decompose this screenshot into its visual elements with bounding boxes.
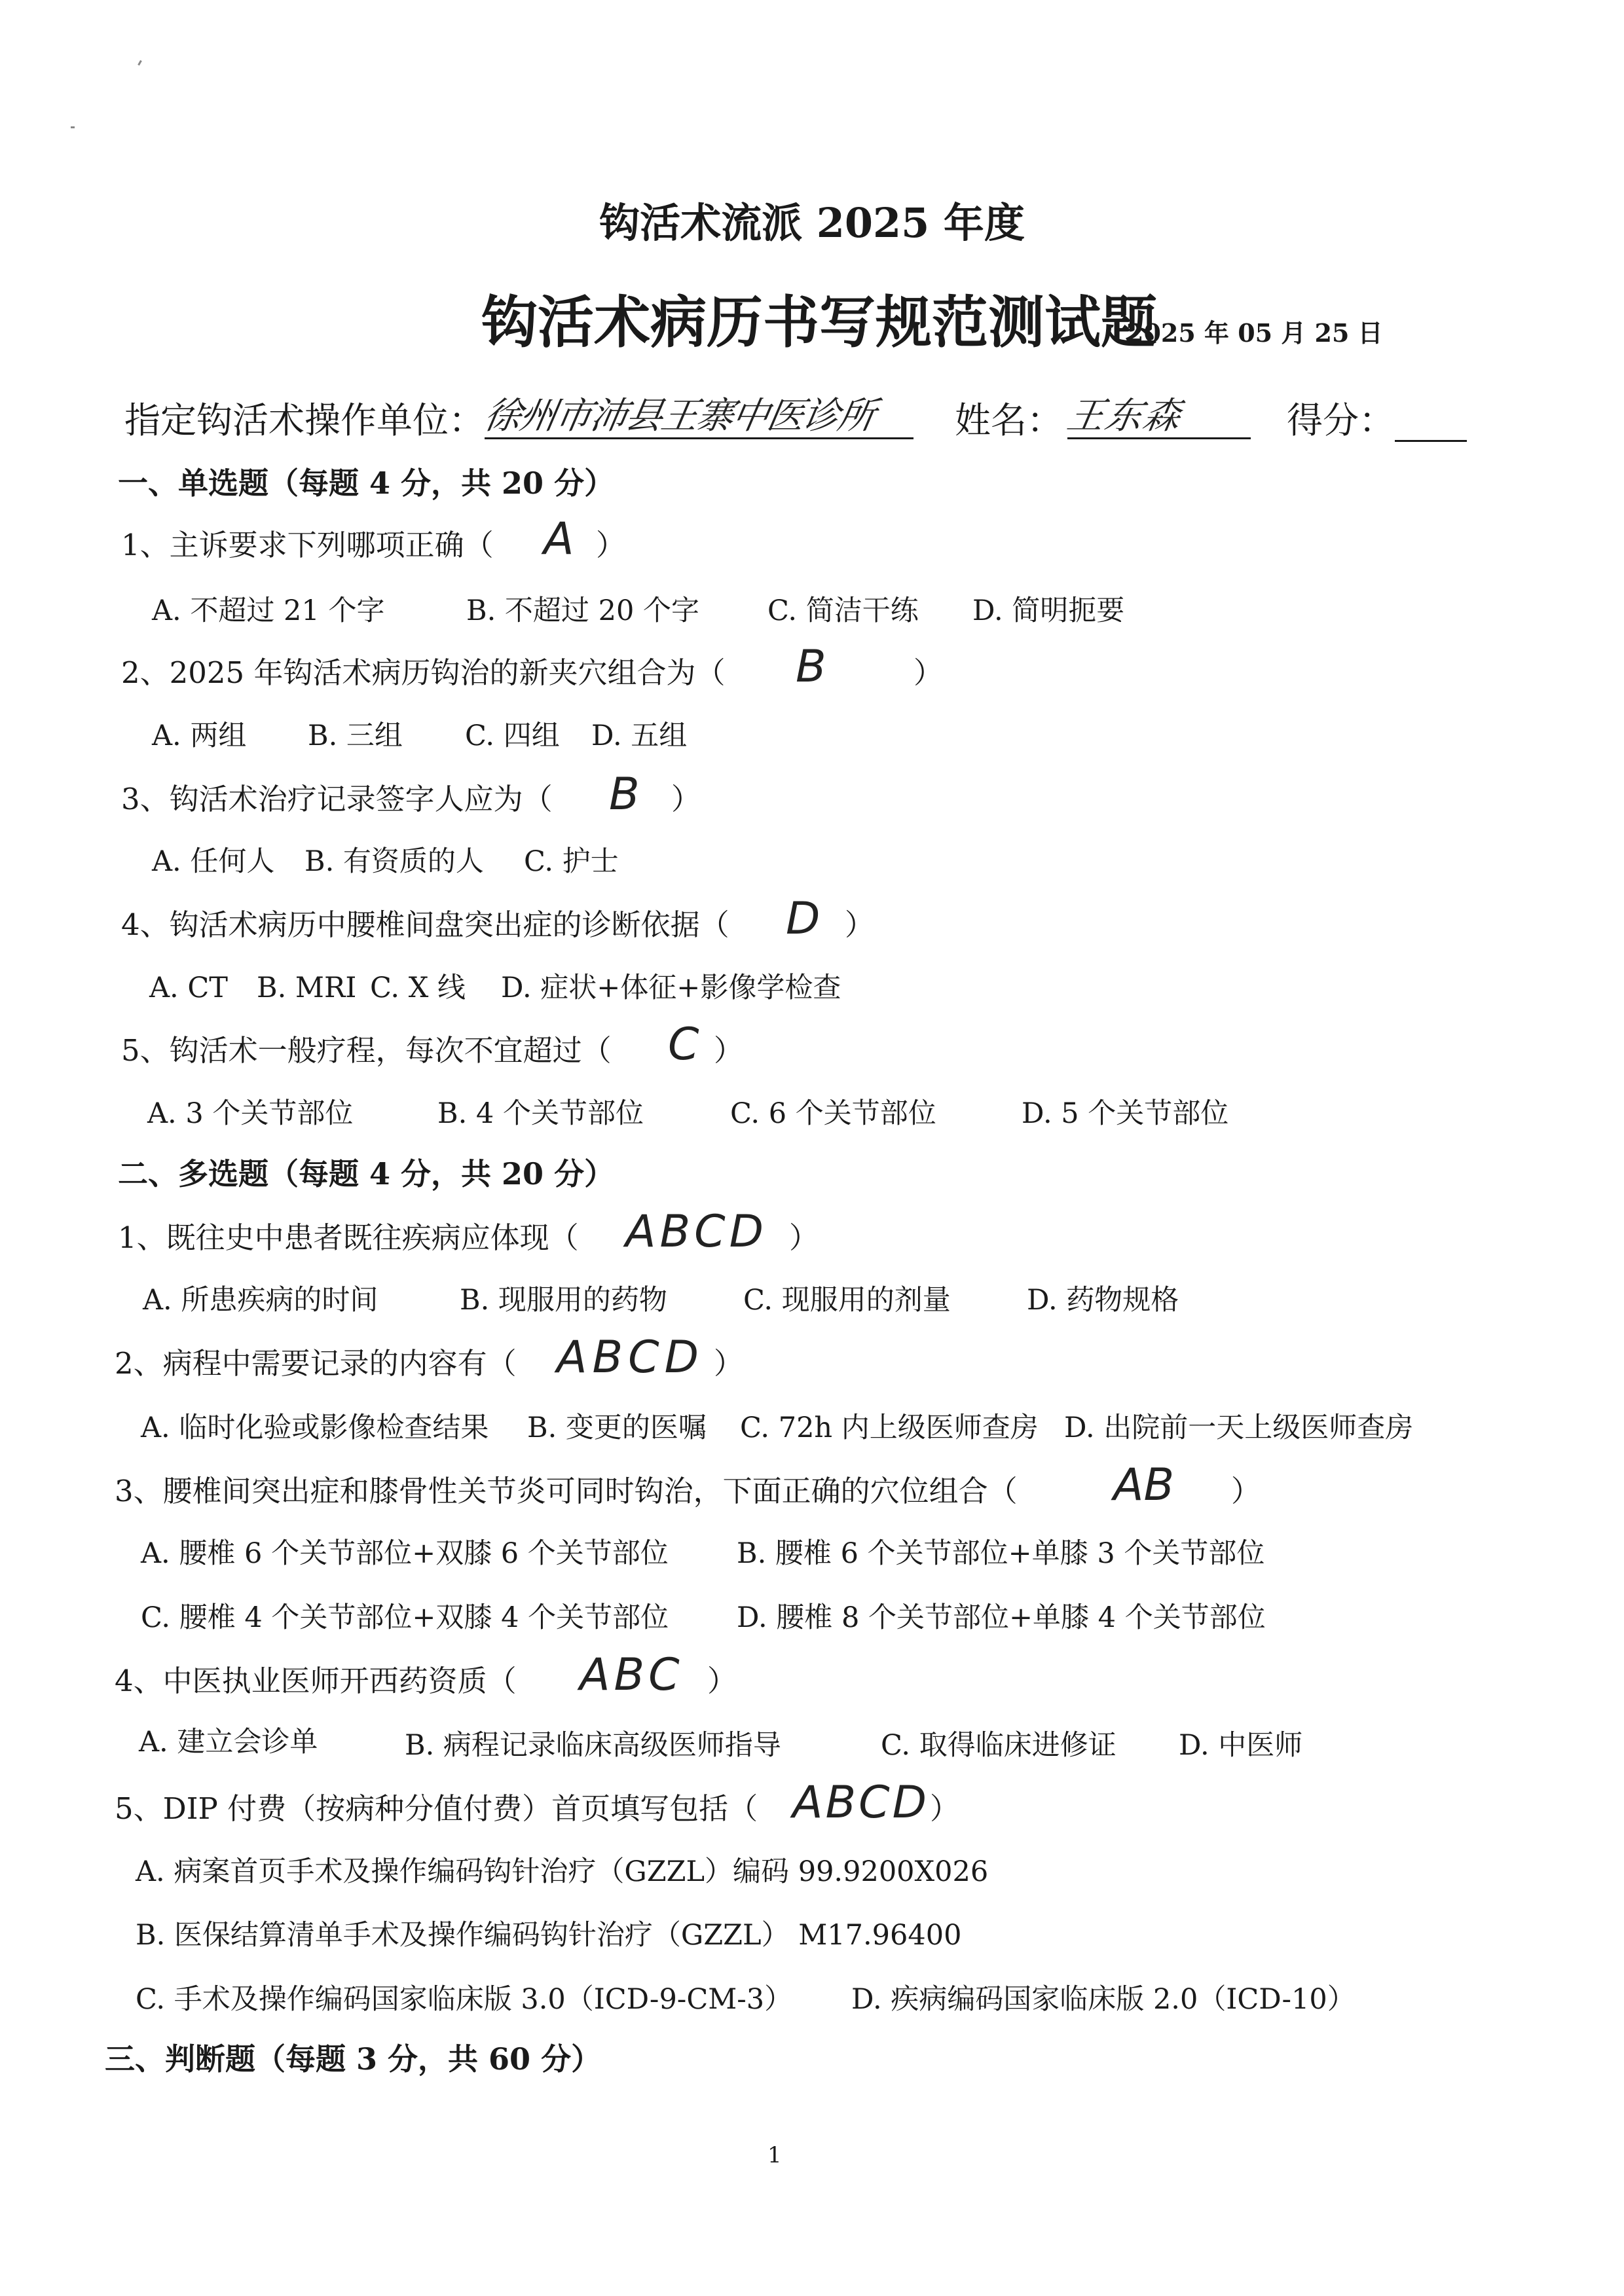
option: C. 手术及操作编码国家临床版 3.0（ICD-9-CM-3） [136, 1983, 793, 2016]
unit-underline [485, 437, 913, 439]
option: D. 5 个关节部位 [1022, 1097, 1229, 1130]
handwritten-answer: ABCD [557, 1332, 705, 1383]
unit-handwritten-value: 徐州市沛县王寨中医诊所 [481, 395, 877, 437]
option: D. 症状+体征+影像学检查 [501, 972, 841, 1004]
score-label: 得分： [1287, 399, 1395, 441]
question-text: 5、DIP 付费（按病种分值付费）首页填写包括（ [115, 1791, 758, 1826]
option: A. 任何人 [152, 845, 275, 878]
option: B. 病程记录临床高级医师指导 [405, 1729, 781, 1762]
option: B. MRI [257, 972, 357, 1004]
option: C. 护士 [524, 845, 619, 878]
option: D. 中医师 [1179, 1729, 1303, 1762]
question-close-paren: ） [707, 1664, 737, 1698]
option: A. 不超过 21 个字 [152, 594, 385, 627]
question-text: 2、2025 年钩活术病历钩治的新夹穴组合为（ [121, 655, 726, 690]
question-text: 1、既往史中患者既往疾病应体现（ [118, 1220, 579, 1255]
option: A. 3 个关节部位 [147, 1097, 354, 1130]
question-text: 4、中医执业医师开西药资质（ [115, 1664, 517, 1698]
option: A. 临时化验或影像检查结果 [141, 1412, 489, 1444]
question-text: 2、病程中需要记录的内容有（ [115, 1346, 517, 1381]
name-underline [1067, 437, 1251, 439]
handwritten-answer: AB [1113, 1459, 1175, 1511]
scan-speck [71, 126, 75, 128]
scan-speck [138, 60, 142, 65]
option: C. 取得临床进修证 [881, 1729, 1116, 1762]
option: C. 腰椎 4 个关节部位+双膝 4 个关节部位 [141, 1601, 669, 1634]
handwritten-answer: C [668, 1019, 699, 1070]
option: B. 不超过 20 个字 [466, 594, 699, 627]
handwritten-answer: ABCD [625, 1206, 768, 1258]
option: B. 腰椎 6 个关节部位+单膝 3 个关节部位 [737, 1537, 1265, 1570]
option: C. 简洁干练 [767, 594, 919, 627]
question-text: 5、钩活术一般疗程，每次不宜超过（ [121, 1033, 612, 1068]
document-title: 钩活术病历书写规范测试题 [481, 289, 1157, 355]
option: C. 四组 [465, 720, 560, 752]
option: C. 72h 内上级医师查房 [740, 1412, 1039, 1444]
option: C. X 线 [370, 972, 466, 1004]
question-text: 1、主诉要求下列哪项正确（ [121, 528, 494, 562]
option: A. 腰椎 6 个关节部位+双膝 6 个关节部位 [141, 1537, 669, 1570]
option: D. 五组 [591, 720, 688, 752]
question-close-paren: ） [671, 782, 701, 816]
section-title-true-false: 三、判断题（每题 3 分，共 60 分） [105, 2041, 602, 2077]
question-close-paren: ） [1231, 1474, 1261, 1508]
question-close-paren: ） [789, 1220, 819, 1255]
question-close-paren: ） [930, 1791, 960, 1826]
handwritten-answer: ABC [580, 1649, 684, 1701]
option: B. 有资质的人 [304, 845, 484, 878]
option: B. 变更的医嘱 [527, 1412, 707, 1444]
option: A. 病案首页手术及操作编码钩针治疗（GZZL）编码 99.9200X026 [136, 1855, 989, 1888]
question-close-paren: ） [845, 907, 875, 942]
handwritten-answer: ABCD [792, 1777, 930, 1829]
document-supertitle: 钩活术流派 2025 年度 [599, 199, 1025, 247]
section-title-single-choice: 一、单选题（每题 4 分，共 20 分） [118, 465, 615, 501]
question-close-paren: ） [596, 528, 626, 562]
handwritten-answer: B [609, 769, 640, 820]
unit-label: 指定钩活术操作单位： [124, 399, 485, 441]
score-underline [1395, 440, 1467, 442]
question-close-paren: ） [714, 1033, 744, 1068]
handwritten-answer: A [544, 513, 574, 565]
option: D. 简明扼要 [972, 594, 1125, 627]
question-close-paren: ） [913, 655, 944, 690]
test-date: 2025 年 05 月 25 日 [1126, 318, 1383, 348]
option: A. 所患疾病的时间 [143, 1284, 378, 1317]
question-text: 3、腰椎间突出症和膝骨性关节炎可同时钩治，下面正确的穴位组合（ [115, 1474, 1018, 1508]
option: B. 现服用的药物 [460, 1284, 667, 1317]
option: C. 现服用的剂量 [743, 1284, 951, 1317]
name-label: 姓名： [955, 399, 1063, 441]
handwritten-answer: D [786, 893, 821, 945]
option: D. 疾病编码国家临床版 2.0（ICD-10） [851, 1983, 1356, 2016]
option: A. 两组 [152, 720, 247, 752]
question-text: 3、钩活术治疗记录签字人应为（ [121, 782, 553, 816]
option: B. 医保结算清单手术及操作编码钩针治疗（GZZL） M17.96400 [136, 1919, 962, 1952]
option: B. 三组 [308, 720, 403, 752]
page-number: 1 [767, 2142, 782, 2168]
option: C. 6 个关节部位 [730, 1097, 936, 1130]
option: D. 药物规格 [1027, 1284, 1179, 1317]
option: B. 4 个关节部位 [437, 1097, 644, 1130]
handwritten-answer: B [796, 641, 826, 693]
question-text: 4、钩活术病历中腰椎间盘突出症的诊断依据（ [121, 907, 729, 942]
option: A. 建立会诊单 [139, 1726, 318, 1758]
option: D. 腰椎 8 个关节部位+单膝 4 个关节部位 [737, 1601, 1266, 1634]
option: A. CT [149, 972, 228, 1004]
name-handwritten-value: 王东森 [1063, 395, 1185, 437]
section-title-multiple-choice: 二、多选题（每题 4 分，共 20 分） [118, 1156, 615, 1192]
question-close-paren: ） [714, 1346, 744, 1381]
option: D. 出院前一天上级医师查房 [1064, 1412, 1414, 1444]
